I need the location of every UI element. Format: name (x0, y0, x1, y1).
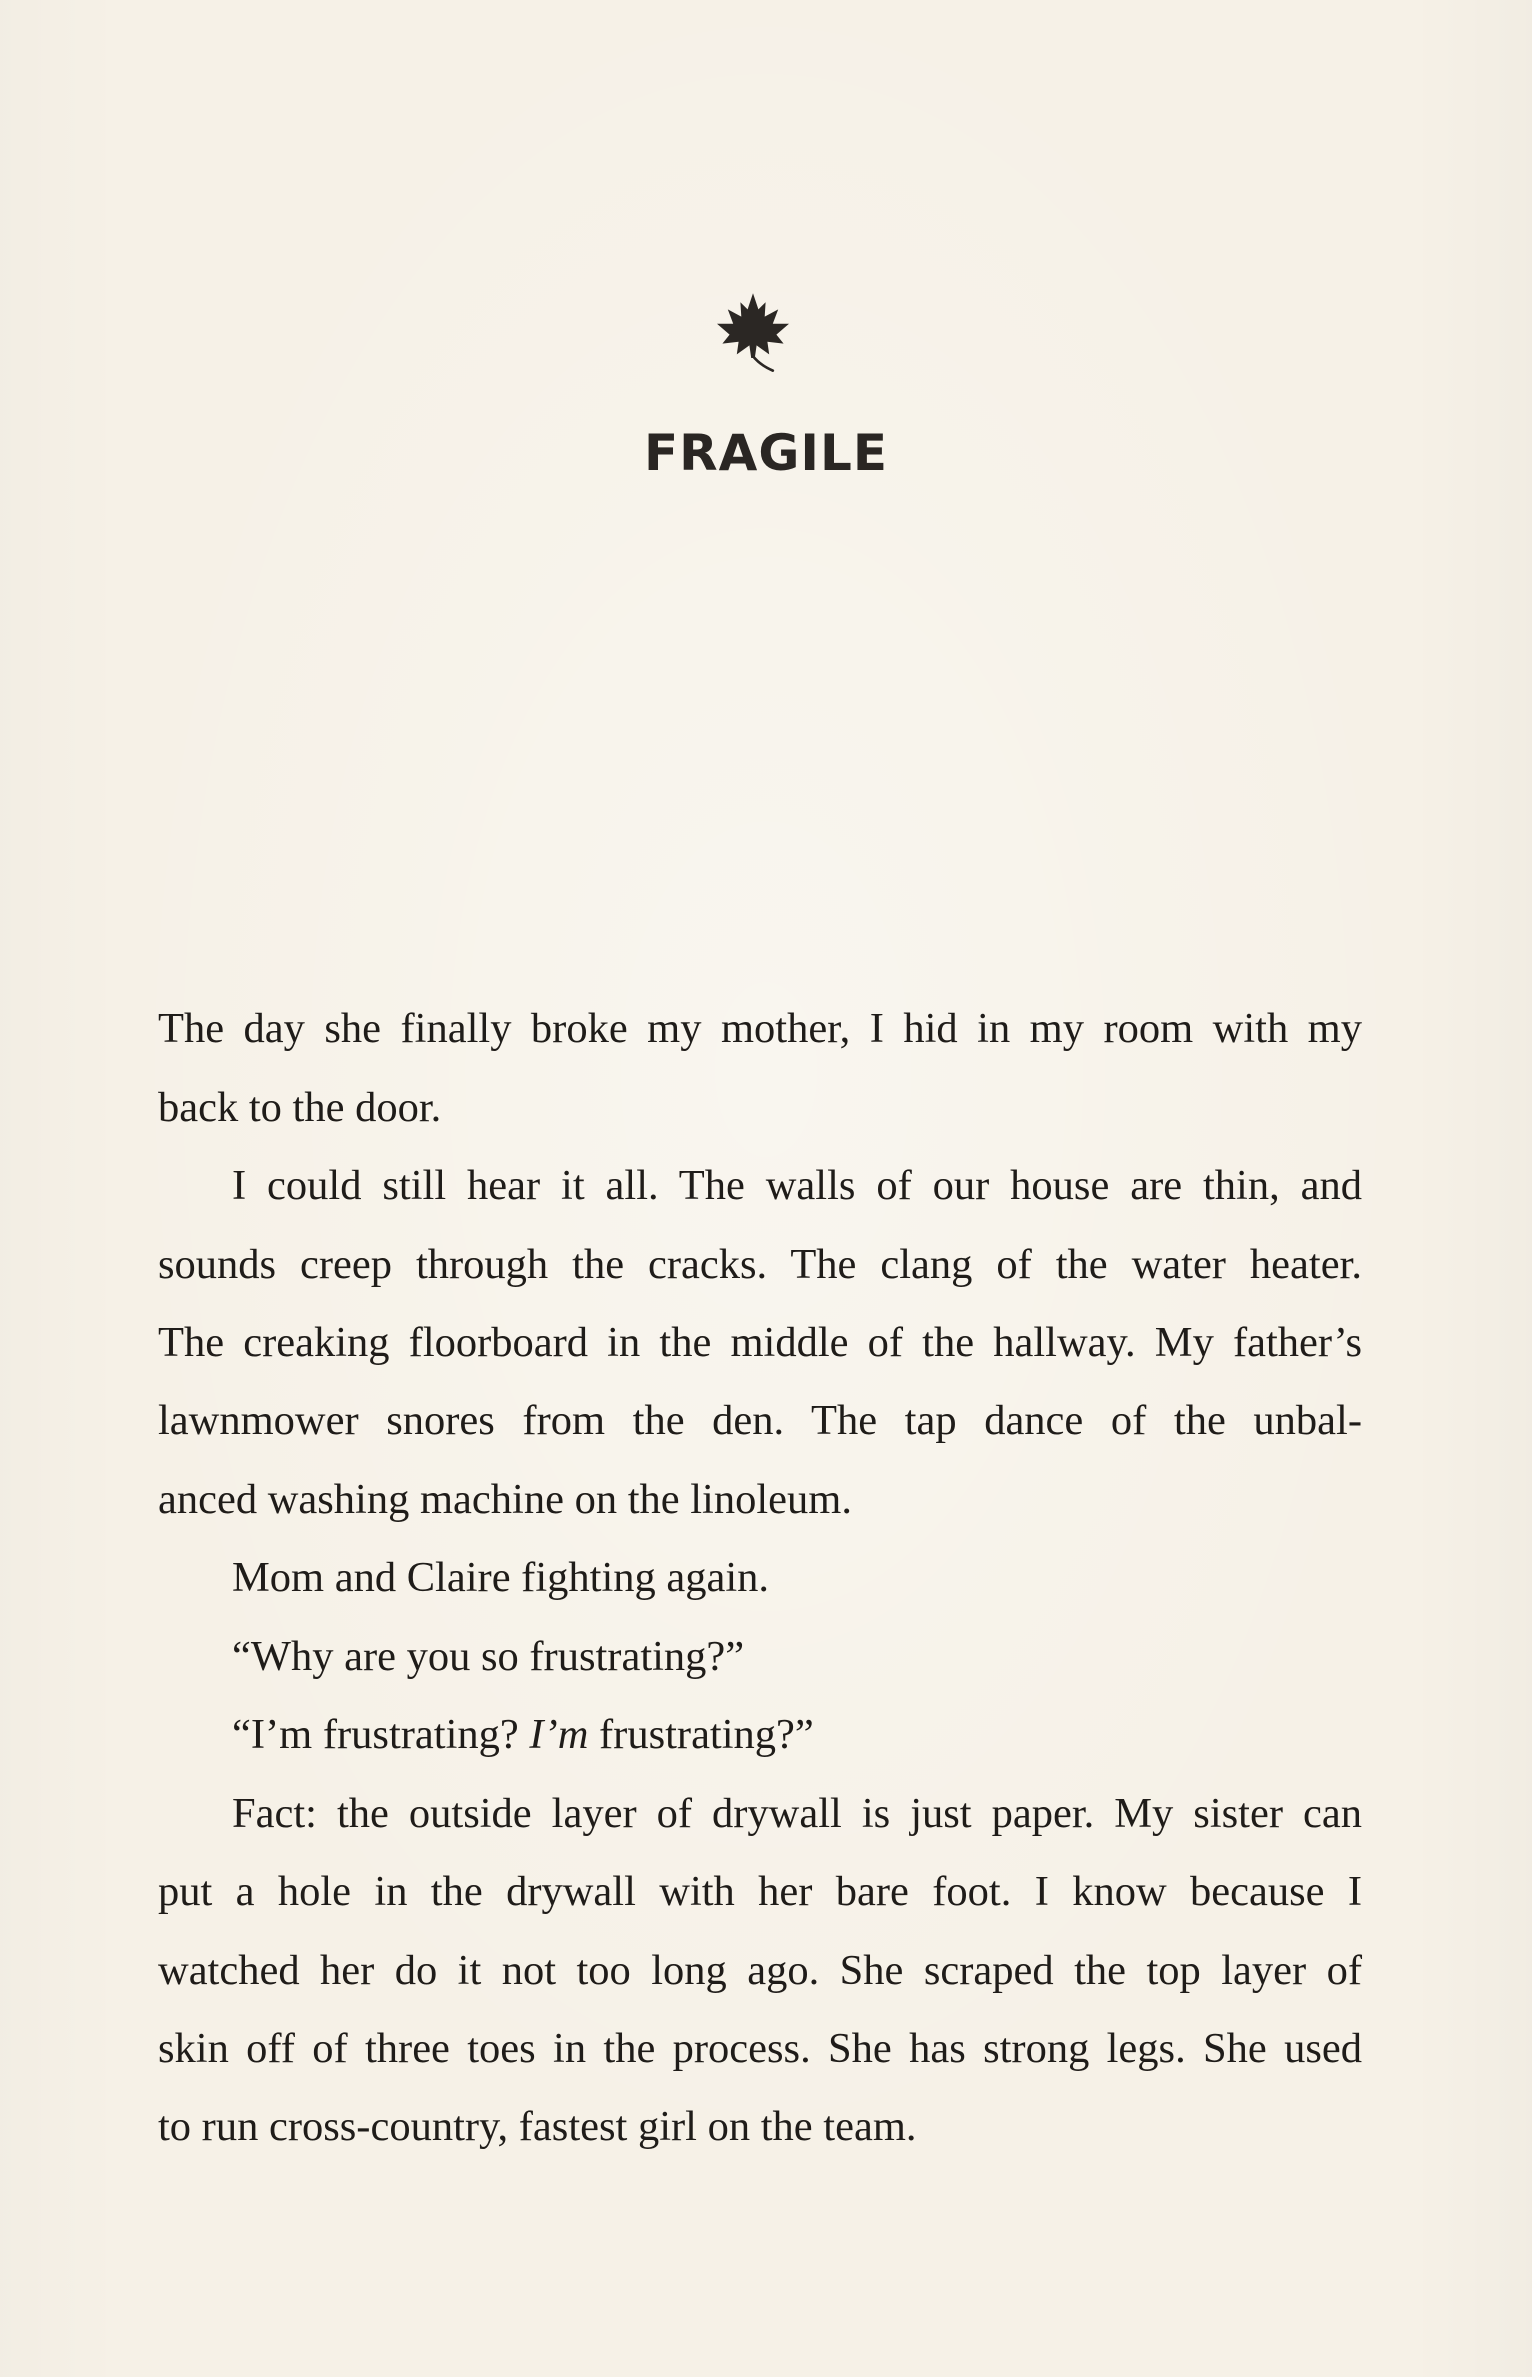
body-line-1: The day she finally broke my mother, I hid in my room with my (158, 1005, 1362, 1052)
body-line-12: put a hole in the drywall with her bare foot. I know because I (158, 1868, 1362, 1915)
body-line-13: watched her do it not too long ago. She scraped the top layer of (158, 1947, 1362, 1994)
body-line-5: The creaking floorboard in the middle of the hallway. My father’s (158, 1319, 1362, 1366)
body-line-10-emphasis: I’m (529, 1711, 589, 1758)
body-line-10-after: frustrating?” (588, 1711, 814, 1758)
body-line-10 (232, 1705, 1362, 1765)
body-line-2: back to the door. (158, 1084, 442, 1131)
body-line-11: Fact: the outside layer of drywall is just paper. My sister can (232, 1790, 1362, 1837)
body-line-15: to run cross-country, fastest girl on the team. (158, 2103, 917, 2150)
chapter-title: FRAGILE (643, 424, 888, 482)
body-line-9: “Why are you so frustrating?” (232, 1633, 745, 1680)
body-line-4: sounds creep through the cracks. The clang of the water heater. (158, 1241, 1362, 1288)
body-line-10-before: “I’m frustrating? (232, 1711, 530, 1758)
body-line-7: anced washing machine on the linoleum. (158, 1476, 852, 1523)
body-line-3: I could still hear it all. The walls of our house are thin, and (232, 1162, 1362, 1209)
maple-leaf-icon (708, 286, 798, 376)
body-line-14: skin off of three toes in the process. She has strong legs. She used (158, 2025, 1362, 2072)
body-line-8: Mom and Claire fighting again. (232, 1554, 770, 1601)
body-line-6: lawnmower snores from the den. The tap dance of the unbal- (158, 1397, 1362, 1444)
